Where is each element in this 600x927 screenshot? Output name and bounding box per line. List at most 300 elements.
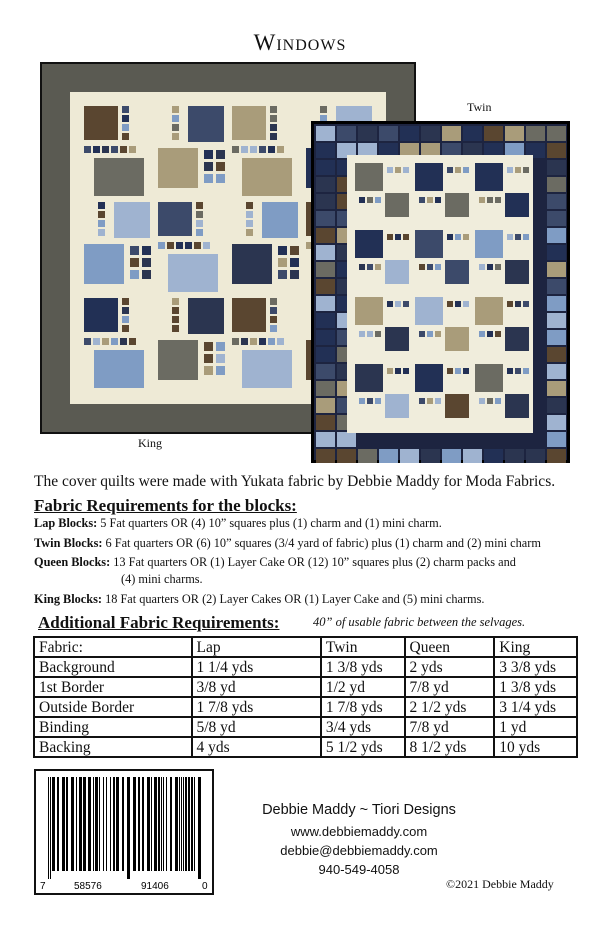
twin-border-patch xyxy=(547,381,566,396)
twin-border-patch xyxy=(526,126,545,141)
king-block-mini xyxy=(172,133,179,140)
king-block-mini xyxy=(278,270,287,279)
twin-border-patch xyxy=(400,126,419,141)
barcode-bar xyxy=(170,777,172,871)
table-cell: 3/8 yd xyxy=(192,677,321,697)
twin-block-mini xyxy=(435,331,441,337)
twin-block-mini xyxy=(375,264,381,270)
twin-block-square xyxy=(415,163,443,191)
twin-block-mini xyxy=(507,368,513,374)
king-block-mini xyxy=(203,242,210,249)
barcode-bar xyxy=(71,777,74,871)
twin-border-patch xyxy=(463,449,482,463)
king-block-mini xyxy=(172,298,179,305)
twin-block-mini xyxy=(515,368,521,374)
twin-block-square xyxy=(385,193,409,217)
king-block-mini xyxy=(120,146,127,153)
twin-block-mini xyxy=(427,197,433,203)
twin-border-patch xyxy=(316,211,335,226)
table-cell: 2 1/2 yds xyxy=(405,697,495,717)
table-row xyxy=(34,737,577,757)
king-block-mini xyxy=(102,146,109,153)
barcode-bar xyxy=(88,777,91,871)
table-cell: 1 1/4 yds xyxy=(192,657,321,677)
king-block-square xyxy=(232,106,266,140)
king-block-mini xyxy=(270,316,277,323)
king-block-mini xyxy=(93,338,100,345)
twin-block-mini xyxy=(507,301,513,307)
twin-block-mini xyxy=(435,264,441,270)
twin-block-square xyxy=(445,260,469,284)
twin-block-square xyxy=(505,394,529,418)
king-block-mini xyxy=(290,270,299,279)
copyright: ©2021 Debbie Maddy xyxy=(446,877,554,891)
table-cell: 1st Border xyxy=(34,677,192,697)
king-block-mini xyxy=(122,133,129,140)
king-blocks-text: 18 Fat quarters OR (2) Layer Cakes OR (1) Layer Cake and (5) mini charms. xyxy=(102,592,485,606)
king-block-mini xyxy=(216,162,225,171)
king-block-mini xyxy=(204,342,213,351)
designer-name: Debbie Maddy ~ Tiori Designs xyxy=(262,802,456,818)
table-cell: 1 7/8 yds xyxy=(192,697,321,717)
king-block-mini xyxy=(111,146,118,153)
table-cell: 1 yd xyxy=(494,717,577,737)
twin-block-mini xyxy=(367,398,373,404)
barcode-bar xyxy=(183,777,184,871)
twin-border-patch xyxy=(547,194,566,209)
king-block-square xyxy=(94,350,144,388)
twin-border-patch xyxy=(421,126,440,141)
twin-block-square xyxy=(505,327,529,351)
twin-block-mini xyxy=(455,301,461,307)
twin-block-square xyxy=(445,394,469,418)
table-cell: 1 7/8 yds xyxy=(321,697,405,717)
twin-block-mini xyxy=(419,264,425,270)
twin-block-square xyxy=(355,230,383,258)
king-block-mini xyxy=(196,220,203,227)
twin-border-patch xyxy=(316,143,335,158)
king-block-mini xyxy=(268,338,275,345)
twin-border-patch xyxy=(547,126,566,141)
twin-block-square xyxy=(415,364,443,392)
additional-heading: Additional Fabric Requirements: xyxy=(38,613,280,632)
twin-block-square xyxy=(355,364,383,392)
twin-block-square xyxy=(355,163,383,191)
twin-block-mini xyxy=(359,264,365,270)
twin-block-square xyxy=(385,327,409,351)
barcode-digit-4: 0 xyxy=(202,881,208,892)
table-cell: 7/8 yd xyxy=(405,717,495,737)
king-block-mini xyxy=(270,115,277,122)
barcode-bar xyxy=(188,777,190,871)
twin-block-mini xyxy=(507,167,513,173)
twin-border-patch xyxy=(316,262,335,277)
barcode-digit-1: 7 xyxy=(40,881,46,892)
twin-block-mini xyxy=(387,234,393,240)
twin-border-patch xyxy=(547,449,566,463)
twin-border-patch xyxy=(316,398,335,413)
king-block-mini xyxy=(270,133,277,140)
king-block-mini xyxy=(167,242,174,249)
king-block-mini xyxy=(290,258,299,267)
twin-block-mini xyxy=(523,301,529,307)
table-row xyxy=(34,717,577,737)
barcode-bar xyxy=(93,777,94,871)
king-block-mini xyxy=(194,242,201,249)
king-block-mini xyxy=(122,298,129,305)
king-block-square xyxy=(262,202,298,238)
twin-block-mini xyxy=(447,301,453,307)
twin-border-patch xyxy=(316,296,335,311)
king-block-square xyxy=(158,340,198,380)
barcode-bar xyxy=(103,777,104,871)
king-block-mini xyxy=(158,242,165,249)
king-block-mini xyxy=(216,150,225,159)
king-block-mini xyxy=(246,202,253,209)
twin-border-patch xyxy=(547,347,566,362)
queen-blocks-label: Queen Blocks: xyxy=(34,555,111,569)
king-block-mini xyxy=(270,298,277,305)
king-block-square xyxy=(114,202,150,238)
table-cell: 4 yds xyxy=(192,737,321,757)
twin-border-patch xyxy=(547,211,566,226)
king-block-mini xyxy=(250,146,257,153)
table-cell: 7/8 yd xyxy=(405,677,495,697)
king-block-mini xyxy=(98,229,105,236)
king-block-mini xyxy=(246,211,253,218)
twin-block-mini xyxy=(427,398,433,404)
twin-border-patch xyxy=(547,313,566,328)
twin-block-mini xyxy=(387,301,393,307)
king-block-mini xyxy=(259,338,266,345)
twin-border-patch xyxy=(316,381,335,396)
king-block-square xyxy=(188,298,224,334)
twin-block-mini xyxy=(427,331,433,337)
twin-block-square xyxy=(475,163,503,191)
king-blocks-label: King Blocks: xyxy=(34,592,102,606)
king-block-mini xyxy=(246,220,253,227)
barcode-bar xyxy=(151,777,152,871)
barcode-bar xyxy=(57,777,59,871)
king-block-mini xyxy=(172,316,179,323)
king-block-mini xyxy=(204,150,213,159)
king-block-mini xyxy=(122,124,129,131)
barcode-bar xyxy=(79,777,82,871)
twin-block-mini xyxy=(523,368,529,374)
twin-border-patch xyxy=(400,449,419,463)
twin-block-square xyxy=(415,230,443,258)
twin-quilt-label: Twin xyxy=(467,100,492,114)
twin-block-mini xyxy=(455,368,461,374)
king-quilt-label: King xyxy=(138,436,162,450)
king-block-mini xyxy=(93,146,100,153)
twin-block-mini xyxy=(435,197,441,203)
king-block-mini xyxy=(84,338,91,345)
twin-block-mini xyxy=(479,331,485,337)
king-block-mini xyxy=(122,316,129,323)
twin-border-patch xyxy=(316,160,335,175)
table-cell: 3 3/8 yds xyxy=(494,657,577,677)
twin-block-mini xyxy=(375,331,381,337)
king-block-mini xyxy=(204,354,213,363)
twin-border-patch xyxy=(358,449,377,463)
king-block-mini xyxy=(142,258,151,267)
king-block-mini xyxy=(270,124,277,131)
barcode-bar xyxy=(62,777,65,871)
lap-blocks-line xyxy=(34,513,442,533)
king-block-mini xyxy=(129,338,136,345)
twin-border-patch xyxy=(505,449,524,463)
twin-block-square xyxy=(475,297,503,325)
twin-border-patch xyxy=(316,364,335,379)
twin-block-mini xyxy=(455,234,461,240)
table-cell: 1/2 yd xyxy=(321,677,405,697)
twin-border-patch xyxy=(547,432,566,447)
twin-border-patch xyxy=(484,449,503,463)
king-block-square xyxy=(188,106,224,142)
king-block-mini xyxy=(204,174,213,183)
page-title: Windows xyxy=(253,30,347,55)
twin-block-mini xyxy=(447,234,453,240)
table-cell: 5 1/2 yds xyxy=(321,737,405,757)
twin-block-mini xyxy=(447,167,453,173)
king-block-square xyxy=(232,298,266,332)
twin-block-mini xyxy=(487,331,493,337)
twin-block-mini xyxy=(495,264,501,270)
king-block-mini xyxy=(241,146,248,153)
lap-blocks-label: Lap Blocks: xyxy=(34,516,98,530)
king-block-square xyxy=(94,158,144,196)
table-cell: 3/4 yds xyxy=(321,717,405,737)
phone-number: 940-549-4058 xyxy=(318,862,400,877)
twin-block-mini xyxy=(359,197,365,203)
twin-border-patch xyxy=(316,245,335,260)
twin-block-mini xyxy=(403,234,409,240)
queen-blocks-continuation: (4) mini charms. xyxy=(121,572,203,586)
king-block-mini xyxy=(130,246,139,255)
king-block-square xyxy=(84,298,118,332)
barcode-bar xyxy=(158,777,160,871)
king-block-mini xyxy=(130,258,139,267)
twin-border-patch xyxy=(337,449,356,463)
king-block-mini xyxy=(277,338,284,345)
king-block-square xyxy=(242,158,292,196)
twin-block-mini xyxy=(487,197,493,203)
barcode-bar xyxy=(142,777,144,871)
twin-border-patch xyxy=(316,279,335,294)
twin-block-square xyxy=(475,364,503,392)
king-block-mini xyxy=(278,258,287,267)
twin-block-mini xyxy=(487,264,493,270)
barcode-bar xyxy=(138,777,140,871)
twin-border-patch xyxy=(547,364,566,379)
king-block-mini xyxy=(122,325,129,332)
barcode-bar xyxy=(76,777,77,871)
table-cell: Outside Border xyxy=(34,697,192,717)
twin-border-patch xyxy=(316,415,335,430)
table-cell: 2 yds xyxy=(405,657,495,677)
twin-block-mini xyxy=(403,301,409,307)
king-block-mini xyxy=(259,146,266,153)
barcode-bar xyxy=(66,777,68,871)
table-cell: 1 3/8 yds xyxy=(321,657,405,677)
twin-block-mini xyxy=(395,167,401,173)
twin-block-mini xyxy=(395,301,401,307)
table-cell: 10 yds xyxy=(494,737,577,757)
twin-block-mini xyxy=(487,398,493,404)
king-block-mini xyxy=(98,220,105,227)
king-block-mini xyxy=(122,106,129,113)
table-header-cell: Twin xyxy=(321,637,405,657)
king-block-mini xyxy=(142,246,151,255)
twin-block-mini xyxy=(479,398,485,404)
barcode-digits-3: 91406 xyxy=(141,881,169,892)
barcode xyxy=(34,769,214,895)
king-block-mini xyxy=(130,270,139,279)
table-cell: 5/8 yd xyxy=(192,717,321,737)
barcode-bar xyxy=(185,777,187,871)
barcode-bar xyxy=(83,777,86,871)
table-row xyxy=(34,677,577,697)
twin-border-patch xyxy=(358,126,377,141)
blocks-heading: Fabric Requirements for the blocks: xyxy=(34,496,297,515)
barcode-bar xyxy=(166,777,167,871)
twin-block-mini xyxy=(447,368,453,374)
table-cell: 1 3/8 yds xyxy=(494,677,577,697)
table-header-row xyxy=(34,637,577,657)
barcode-bars xyxy=(36,771,212,893)
twin-border-patch xyxy=(547,262,566,277)
barcode-bar xyxy=(175,777,178,871)
twin-block-mini xyxy=(387,368,393,374)
barcode-bar xyxy=(154,777,157,871)
twin-border-patch xyxy=(547,330,566,345)
king-block-mini xyxy=(270,106,277,113)
twin-border-patch xyxy=(547,143,566,158)
twin-block-mini xyxy=(495,398,501,404)
king-block-mini xyxy=(204,162,213,171)
twin-blocks-label: Twin Blocks: xyxy=(34,536,103,550)
twin-border-patch xyxy=(316,228,335,243)
twin-block-mini xyxy=(387,167,393,173)
twin-block-mini xyxy=(427,264,433,270)
website-link[interactable]: www.debbiemaddy.com xyxy=(290,824,428,839)
barcode-bar xyxy=(110,777,111,871)
twin-block-mini xyxy=(515,234,521,240)
twin-border-patch xyxy=(379,126,398,141)
twin-blocks-text: 6 Fat quarters OR (6) 10” squares (3/4 yard of fabric) plus (1) charm and (2) mini charm xyxy=(102,536,541,550)
king-block-square xyxy=(84,106,118,140)
twin-block-square xyxy=(355,297,383,325)
twin-block-mini xyxy=(495,331,501,337)
twin-block-mini xyxy=(375,398,381,404)
barcode-bar xyxy=(48,777,49,879)
lap-blocks-text: 5 Fat quarters OR (4) 10” squares plus (1) charm and (1) mini charm. xyxy=(97,516,442,530)
twin-block-mini xyxy=(463,301,469,307)
twin-border-patch xyxy=(316,313,335,328)
barcode-bar xyxy=(163,777,164,871)
barcode-bar xyxy=(122,777,124,871)
king-block-mini xyxy=(277,146,284,153)
king-block-mini xyxy=(246,229,253,236)
intro-text: The cover quilts were made with Yukata fabric by Debbie Maddy for Moda Fabrics. xyxy=(34,473,556,490)
king-block-square xyxy=(84,244,124,284)
barcode-bar xyxy=(95,777,98,871)
twin-block-mini xyxy=(375,197,381,203)
twin-quilt-image xyxy=(311,121,570,463)
twin-border-patch xyxy=(316,194,335,209)
king-block-square xyxy=(158,202,192,236)
king-block-mini xyxy=(142,270,151,279)
king-block-square xyxy=(232,244,272,284)
barcode-bar xyxy=(52,777,55,871)
barcode-bar xyxy=(127,777,130,879)
king-block-mini xyxy=(102,338,109,345)
twin-border-patch xyxy=(463,126,482,141)
twin-border-patch xyxy=(337,126,356,141)
king-block-mini xyxy=(204,366,213,375)
twin-border-patch xyxy=(442,449,461,463)
king-block-square xyxy=(242,350,292,388)
king-block-mini xyxy=(216,354,225,363)
twin-block-mini xyxy=(523,234,529,240)
king-block-mini xyxy=(216,366,225,375)
king-block-mini xyxy=(216,174,225,183)
king-block-mini xyxy=(172,325,179,332)
twin-block-mini xyxy=(359,398,365,404)
barcode-bar xyxy=(181,777,182,871)
twin-block-mini xyxy=(367,197,373,203)
king-block-mini xyxy=(278,246,287,255)
table-header-cell: Lap xyxy=(192,637,321,657)
twin-blocks-line xyxy=(34,533,541,553)
twin-block-square xyxy=(445,193,469,217)
barcode-bar xyxy=(50,777,51,879)
twin-block-mini xyxy=(419,331,425,337)
twin-border-patch xyxy=(505,126,524,141)
twin-block-mini xyxy=(403,167,409,173)
twin-block-square xyxy=(505,193,529,217)
king-block-mini xyxy=(84,146,91,153)
barcode-bar xyxy=(116,777,119,871)
twin-block-mini xyxy=(507,234,513,240)
king-block-mini xyxy=(196,202,203,209)
twin-border-patch xyxy=(442,126,461,141)
twin-block-square xyxy=(445,327,469,351)
king-block-mini xyxy=(129,146,136,153)
table-row xyxy=(34,697,577,717)
twin-border-patch xyxy=(547,177,566,192)
king-block-mini xyxy=(98,211,105,218)
twin-block-square xyxy=(475,230,503,258)
king-block-mini xyxy=(172,124,179,131)
twin-block-mini xyxy=(403,368,409,374)
king-block-mini xyxy=(268,146,275,153)
fabric-requirements-table xyxy=(33,636,578,758)
king-block-mini xyxy=(172,115,179,122)
king-block-mini xyxy=(216,342,225,351)
barcode-bar xyxy=(106,777,107,871)
twin-border-patch xyxy=(316,126,335,141)
twin-border-patch xyxy=(547,279,566,294)
table-cell: Binding xyxy=(34,717,192,737)
email-link[interactable]: debbie@debbiemaddy.com xyxy=(280,843,438,858)
twin-block-mini xyxy=(367,331,373,337)
twin-block-mini xyxy=(479,264,485,270)
king-block-mini xyxy=(232,146,239,153)
selvage-note: 40” of usable fabric between the selvages. xyxy=(313,615,526,629)
king-block-mini xyxy=(196,229,203,236)
